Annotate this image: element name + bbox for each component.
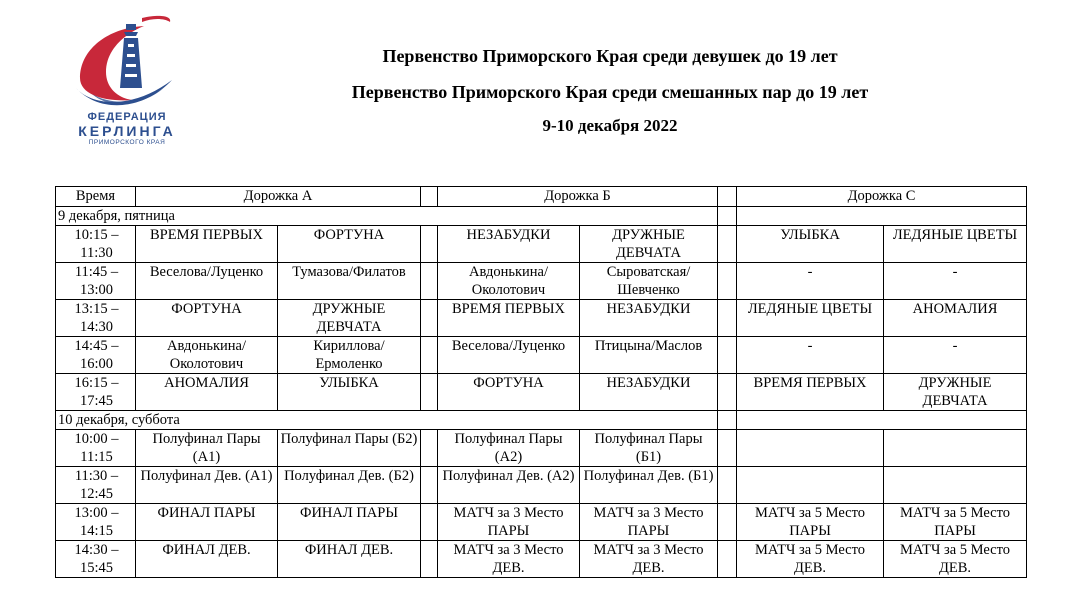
spacer-cell xyxy=(421,263,438,300)
time-cell: 10:00 – 11:15 xyxy=(56,430,136,467)
day-label: 10 декабря, суббота xyxy=(56,411,718,430)
lane-c-sheet-2 xyxy=(884,467,1027,504)
lane-b-sheet-2: Полуфинал Пары (Б1) xyxy=(580,430,718,467)
spacer-cell xyxy=(718,337,737,374)
spacer-cell xyxy=(421,467,438,504)
time-cell: 14:30 – 15:45 xyxy=(56,541,136,578)
lane-c-sheet-1 xyxy=(737,467,884,504)
logo-line-1: ФЕДЕРАЦИЯ xyxy=(87,111,167,123)
lane-a-sheet-2: ФОРТУНА xyxy=(278,226,421,263)
lane-c-sheet-1 xyxy=(737,430,884,467)
spacer-cell xyxy=(718,187,737,207)
schedule-row xyxy=(56,300,1027,337)
spacer-cell xyxy=(718,300,737,337)
lane-b-sheet-2: МАТЧ за 3 Место ДЕВ. xyxy=(580,541,718,578)
lane-c-sheet-1: ВРЕМЯ ПЕРВЫХ xyxy=(737,374,884,411)
lane-a-sheet-2: ДРУЖНЫЕ ДЕВЧАТА xyxy=(278,300,421,337)
spacer-cell xyxy=(421,504,438,541)
schedule-table xyxy=(55,186,1027,578)
lane-c-sheet-2: МАТЧ за 5 Место ДЕВ. xyxy=(884,541,1027,578)
spacer-cell xyxy=(421,300,438,337)
lane-b-sheet-1: Веселова/Луценко xyxy=(438,337,580,374)
lane-a-sheet-2: Тумазова/Филатов xyxy=(278,263,421,300)
event-dates: 9-10 декабря 2022 xyxy=(542,116,678,135)
header-lane-c: Дорожка С xyxy=(737,187,1027,207)
lane-b-sheet-1: Авдонькина/ Околотович xyxy=(438,263,580,300)
spacer-cell xyxy=(718,541,737,578)
lane-a-sheet-1: Полуфинал Пары (А1) xyxy=(136,430,278,467)
logo-text xyxy=(72,112,182,147)
lane-b-sheet-2: Птицына/Маслов xyxy=(580,337,718,374)
empty-cell xyxy=(737,411,1027,430)
lane-a-sheet-2: Полуфинал Пары (Б2) xyxy=(278,430,421,467)
schedule-row xyxy=(56,263,1027,300)
spacer-cell xyxy=(421,226,438,263)
lane-a-sheet-1: ФИНАЛ ДЕВ. xyxy=(136,541,278,578)
day-row xyxy=(56,411,1027,430)
lane-a-sheet-2: Кириллова/ Ермоленко xyxy=(278,337,421,374)
day-label: 9 декабря, пятница xyxy=(56,207,718,226)
spacer-cell xyxy=(718,467,737,504)
lane-b-sheet-1: Полуфинал Пары (А2) xyxy=(438,430,580,467)
document-header xyxy=(230,46,990,136)
logo-red-tip xyxy=(142,16,170,22)
lane-c-sheet-2: АНОМАЛИЯ xyxy=(884,300,1027,337)
lane-a-sheet-1: ВРЕМЯ ПЕРВЫХ xyxy=(136,226,278,263)
lane-b-sheet-2: МАТЧ за 3 Место ПАРЫ xyxy=(580,504,718,541)
time-cell: 16:15 – 17:45 xyxy=(56,374,136,411)
time-cell: 13:15 – 14:30 xyxy=(56,300,136,337)
lane-b-sheet-2: Полуфинал Дев. (Б1) xyxy=(580,467,718,504)
spacer-cell xyxy=(718,504,737,541)
schedule-row xyxy=(56,374,1027,411)
lane-a-sheet-2: Полуфинал Дев. (Б2) xyxy=(278,467,421,504)
lane-c-sheet-2 xyxy=(884,430,1027,467)
lane-a-sheet-2: ФИНАЛ ДЕВ. xyxy=(278,541,421,578)
lane-a-sheet-1: ФОРТУНА xyxy=(136,300,278,337)
spacer-cell xyxy=(718,430,737,467)
spacer-cell xyxy=(718,207,737,226)
logo-line-3: ПРИМОРСКОГО КРАЯ xyxy=(88,139,166,146)
spacer-cell xyxy=(421,187,438,207)
header-time: Время xyxy=(56,187,136,207)
lane-a-sheet-2: ФИНАЛ ПАРЫ xyxy=(278,504,421,541)
header-lane-a: Дорожка А xyxy=(136,187,421,207)
schedule-row xyxy=(56,337,1027,374)
spacer-cell xyxy=(718,374,737,411)
lane-a-sheet-1: Веселова/Луценко xyxy=(136,263,278,300)
time-cell: 13:00 – 14:15 xyxy=(56,504,136,541)
time-cell: 10:15 – 11:30 xyxy=(56,226,136,263)
lane-c-sheet-1: МАТЧ за 5 Место ПАРЫ xyxy=(737,504,884,541)
spacer-cell xyxy=(718,226,737,263)
lane-c-sheet-1: УЛЫБКА xyxy=(737,226,884,263)
lane-b-sheet-1: МАТЧ за 3 Место ПАРЫ xyxy=(438,504,580,541)
schedule-row xyxy=(56,430,1027,467)
lane-b-sheet-2: Сыроватская/ Шевченко xyxy=(580,263,718,300)
lane-b-sheet-1: ВРЕМЯ ПЕРВЫХ xyxy=(438,300,580,337)
schedule-row xyxy=(56,226,1027,263)
schedule-row xyxy=(56,541,1027,578)
lane-b-sheet-2: НЕЗАБУДКИ xyxy=(580,300,718,337)
title-girls: Первенство Приморского Края среди девушек до 19 лет xyxy=(382,46,838,66)
spacer-cell xyxy=(718,263,737,300)
header-lane-b: Дорожка Б xyxy=(438,187,718,207)
spacer-cell xyxy=(421,430,438,467)
schedule-row xyxy=(56,467,1027,504)
lane-c-sheet-1: - xyxy=(737,263,884,300)
time-cell: 14:45 – 16:00 xyxy=(56,337,136,374)
lane-a-sheet-1: АНОМАЛИЯ xyxy=(136,374,278,411)
lane-b-sheet-1: НЕЗАБУДКИ xyxy=(438,226,580,263)
lane-c-sheet-2: ЛЕДЯНЫЕ ЦВЕТЫ xyxy=(884,226,1027,263)
lane-c-sheet-1: - xyxy=(737,337,884,374)
title-mixed-pairs: Первенство Приморского Края среди смешанных пар до 19 лет xyxy=(351,82,869,102)
logo-line-2: КЕРЛИНГА xyxy=(78,123,176,139)
lane-c-sheet-2: МАТЧ за 5 Место ПАРЫ xyxy=(884,504,1027,541)
spacer-cell xyxy=(421,374,438,411)
lane-b-sheet-2: ДРУЖНЫЕ ДЕВЧАТА xyxy=(580,226,718,263)
lane-a-sheet-1: Авдонькина/ Околотович xyxy=(136,337,278,374)
lane-c-sheet-2: ДРУЖНЫЕ ДЕВЧАТА xyxy=(884,374,1027,411)
time-cell: 11:30 – 12:45 xyxy=(56,467,136,504)
lane-a-sheet-2: УЛЫБКА xyxy=(278,374,421,411)
spacer-cell xyxy=(421,541,438,578)
lane-b-sheet-1: МАТЧ за 3 Место ДЕВ. xyxy=(438,541,580,578)
lane-c-sheet-1: ЛЕДЯНЫЕ ЦВЕТЫ xyxy=(737,300,884,337)
schedule-row xyxy=(56,504,1027,541)
empty-cell xyxy=(737,207,1027,226)
lane-c-sheet-1: МАТЧ за 5 Место ДЕВ. xyxy=(737,541,884,578)
time-cell: 11:45 – 13:00 xyxy=(56,263,136,300)
lane-b-sheet-1: ФОРТУНА xyxy=(438,374,580,411)
lane-b-sheet-2: НЕЗАБУДКИ xyxy=(580,374,718,411)
lane-c-sheet-2: - xyxy=(884,337,1027,374)
spacer-cell xyxy=(421,337,438,374)
spacer-cell xyxy=(718,411,737,430)
header-row xyxy=(56,187,1027,207)
lane-a-sheet-1: Полуфинал Дев. (А1) xyxy=(136,467,278,504)
lane-b-sheet-1: Полуфинал Дев. (А2) xyxy=(438,467,580,504)
lane-c-sheet-2: - xyxy=(884,263,1027,300)
day-row xyxy=(56,207,1027,226)
lane-a-sheet-1: ФИНАЛ ПАРЫ xyxy=(136,504,278,541)
